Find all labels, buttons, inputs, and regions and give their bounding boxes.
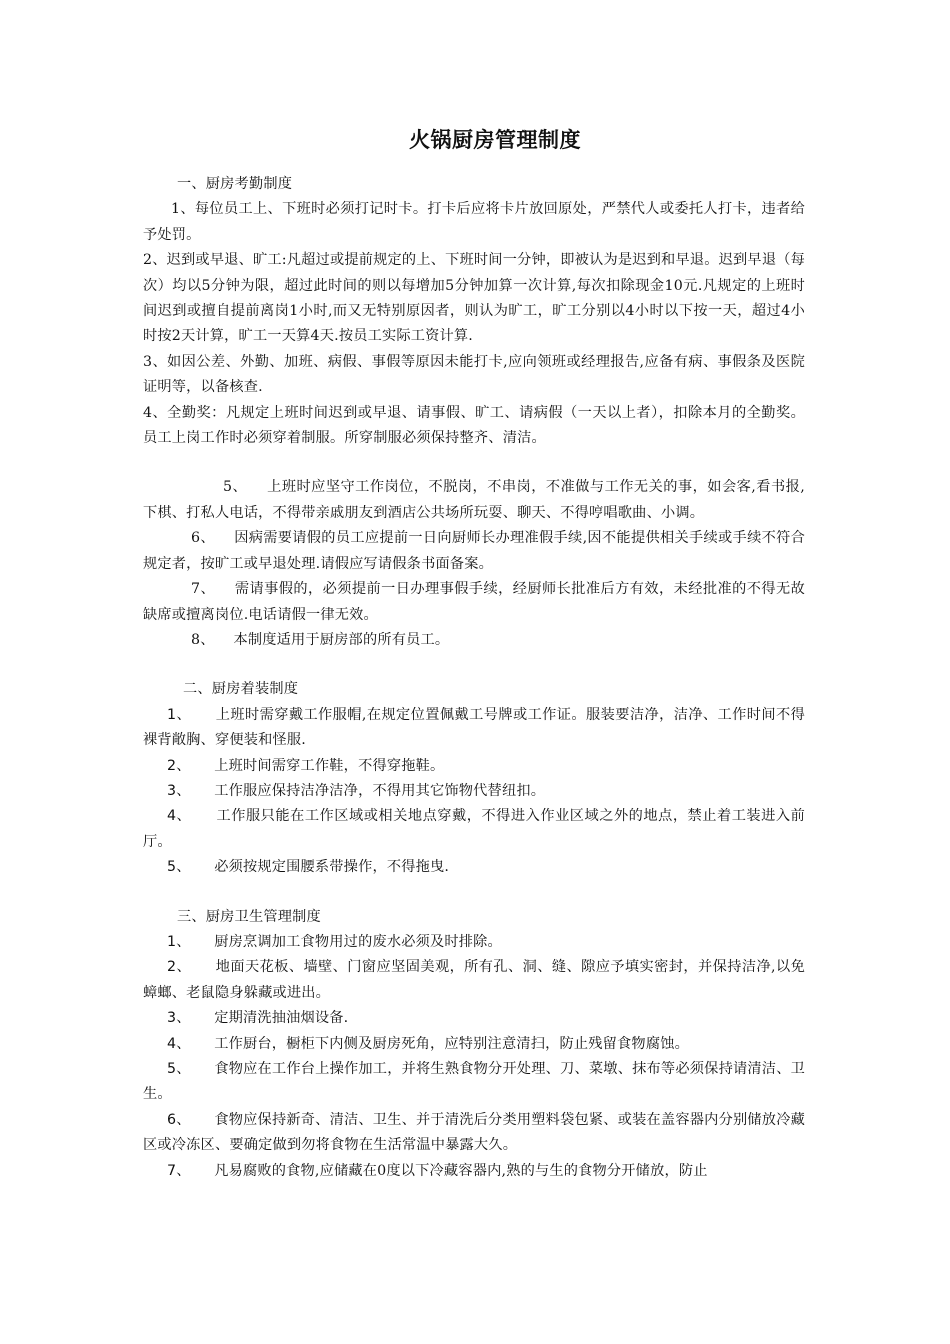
list-item [143,855,805,880]
list-text: 工作厨台，橱柜下内侧及厨房死角，应特别注意清扫，防止残留食物腐蚀。 [214,1035,689,1052]
page-title: 火锅厨房管理制度 [409,128,581,152]
list-number: 2、 [167,757,191,774]
list-text: 地面天花板、墙壁、门窗应坚固美观，所有孔、洞、缝、隙应予填实密封，并保持洁净,以免蟑螂、老鼠隐身躲藏或进出。 [143,959,805,1001]
spacer [143,653,805,677]
list-text: 厨房烹调加工食物用过的废水必须及时排除。 [214,933,502,950]
paragraph: 6、 因病需要请假的员工应提前一日向厨师长办理准假手续,因不能提供相关手续或手续不符合规定者，按旷工或早退处理.请假应写请假条书面备案。 [143,530,805,572]
section-heading-attendance: 一、厨房考勤制度 [177,176,293,192]
list-item [143,955,805,1006]
paragraph: 7、 需请事假的，必须提前一日办理事假手续，经厨师长批准后方有效，未经批准的不得无故缺席或擅离岗位.电话请假一律无效。 [143,581,805,623]
list-number: 1、 [167,933,191,950]
list-number: 4、 [167,808,192,825]
section-heading-dress-code: 二、厨房着装制度 [183,681,299,698]
list-number: 5、 [167,859,191,876]
list-number: 6、 [167,1111,191,1128]
list-number: 2、 [167,959,192,976]
paragraph: 5、 上班时应坚守工作岗位，不脱岗，不串岗，不准做与工作无关的事，如会客,看书报,下棋、打私人电话，不得带亲戚朋友到酒店公共场所玩耍、聊天、不得哼唱歌曲、小调。 [143,479,805,521]
list-text: 工作服应保持洁净洁净，不得用其它饰物代替纽扣。 [214,782,546,799]
list-item [143,1159,805,1184]
list-number: 1、 [167,706,192,723]
list-number: 3、 [167,1010,191,1027]
paragraph: 3、如因公差、外勤、加班、病假、事假等原因未能打卡,应向领班或经理报告,应备有病、事假条及医院证明等，以备核查. [143,353,805,396]
list-number: 7、 [167,1162,191,1179]
section-heading-hygiene: 三、厨房卫生管理制度 [177,908,321,925]
list-text: 上班时需穿戴工作服帽,在规定位置佩戴工号牌或工作证。服装要洁净，洁净、工作时间不得裸背敞胸、穿便装和怪服. [143,706,805,749]
list-item [143,1108,805,1159]
list-number: 3、 [167,782,191,799]
list-text: 工作服只能在工作区域或相关地点穿戴，不得进入作业区域之外的地点，禁止着工装进入前厅。 [143,808,805,850]
list-text: 定期清洗抽油烟设备. [214,1010,349,1027]
paragraph: 2、迟到或早退、旷工:凡超过或提前规定的上、下班时间一分钟，即被认为是迟到和早退。迟到早退（每次）均以5分钟为限，超过此时间的则以每增加5分钟加算一次计算,每次扣除现金10元.凡规定的上班时间迟到或擅自提前离岗1小时,而又无特别原因者，则认为旷工，旷工分别以4小时以下按一天，超过4小时按2天计算，旷工一天算4天.按员工实际工资计算. [143,252,805,345]
list-text: 食物应在工作台上操作加工，并将生熟食物分开处理、刀、菜墩、抹布等必须保持请清洁、卫生。 [143,1061,805,1103]
paragraph: 4、全勤奖：凡规定上班时间迟到或早退、请事假、旷工、请病假（一天以上者），扣除本月的全勤奖。员工上岗工作时必须穿着制服。所穿制服必须保持整齐、清洁。 [143,404,805,447]
list-text: 食物应保持新奇、清洁、卫生、并于清洗后分类用塑料袋包紧、或装在盖容器内分别储放冷藏区或冷冻区、要确定做到勿将食物在生活常温中暴露大久。 [143,1111,805,1154]
list-text: 必须按规定围腰系带操作，不得拖曳. [214,859,450,876]
paragraph: 8、 本制度适用于厨房部的所有员工。 [191,631,450,648]
list-item [143,930,805,955]
spacer [143,881,805,905]
list-text: 凡易腐败的食物,应储藏在0度以下冷藏容器内,熟的与生的食物分开储放，防止 [214,1162,708,1179]
list-number: 4、 [167,1035,191,1052]
paragraph: 1、每位员工上、下班时必须打记时卡。打卡后应将卡片放回原处，严禁代人或委托人打卡，违者给予处罚。 [143,201,805,243]
list-item [143,703,805,754]
document-body [143,172,805,1184]
spacer [143,451,805,475]
list-number: 5、 [167,1061,191,1077]
list-text: 上班时间需穿工作鞋，不得穿拖鞋。 [214,757,445,774]
list-item [143,1032,805,1057]
list-item [143,1006,805,1031]
list-item [143,804,805,855]
list-item [143,779,805,804]
list-item [143,1057,805,1108]
list-item [143,754,805,779]
